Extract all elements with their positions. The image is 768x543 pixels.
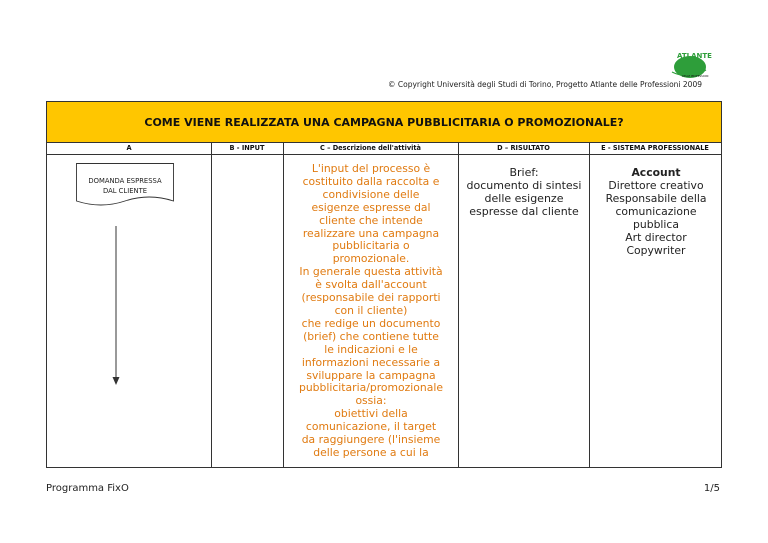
down-arrow-icon (111, 226, 121, 386)
column-header-system: E - SISTEMA PROFESSIONALE (589, 142, 721, 154)
logo-text: ATLANTE (677, 52, 712, 60)
role-item: Direttore creativo (608, 179, 704, 192)
role-heading: Account (631, 166, 681, 179)
copyright-notice: © Copyright Università degli Studi di Torino, Progetto Atlante delle Professioni 2009 (388, 80, 702, 89)
table-title: COME VIENE REALIZZATA UNA CAMPAGNA PUBBLICITARIA O PROMOZIONALE? (47, 102, 721, 142)
process-table (46, 101, 722, 468)
result-title: Brief: (509, 166, 539, 179)
column-input-cell (211, 154, 283, 467)
column-header-description: C – Descrizione dell'attività (283, 142, 458, 154)
page-number: 1/5 (703, 483, 720, 494)
atlante-logo (668, 50, 712, 80)
column-header-result: D – RISULTATO (458, 142, 589, 154)
activity-description: L'input del processo è costituito dalla raccolta e condivisione delle esigenze espresse dal cliente che intende realizzare una campagna pubblicitaria o promozionale. In generale questa attività è svolta dall'account (responsabile dei rapporti con il cliente) che redige un documento (brief) che contiene tutte le indicazioni e le informazioni necessarie a sviluppare la campagna pubblicitaria/promozionale ossia: obiettivi della comunicazione, il target da raggiungere (l'insieme delle persone a cui la (298, 162, 444, 459)
result-description: documento di sintesi delle esigenze espresse dal cliente (466, 179, 582, 218)
column-divider (211, 142, 212, 467)
role-item: Responsabile della comunicazione pubblica (605, 192, 707, 231)
professional-system-list (591, 166, 721, 257)
column-divider (283, 142, 284, 467)
document-label (76, 176, 174, 196)
column-header-a: A (47, 142, 211, 154)
column-divider (589, 142, 590, 467)
column-header-input: B - INPUT (211, 142, 283, 154)
result-cell-text (459, 166, 589, 218)
role-item: Art director (625, 231, 687, 244)
document-label-line: DAL CLIENTE (102, 187, 148, 195)
footer-program: Programma FixO (46, 483, 129, 494)
document-label-line: DOMANDA ESPRESSA (88, 177, 162, 185)
logo-subtext: DELLE PROFESSIONI (682, 75, 709, 78)
role-item: Copywriter (626, 244, 686, 257)
